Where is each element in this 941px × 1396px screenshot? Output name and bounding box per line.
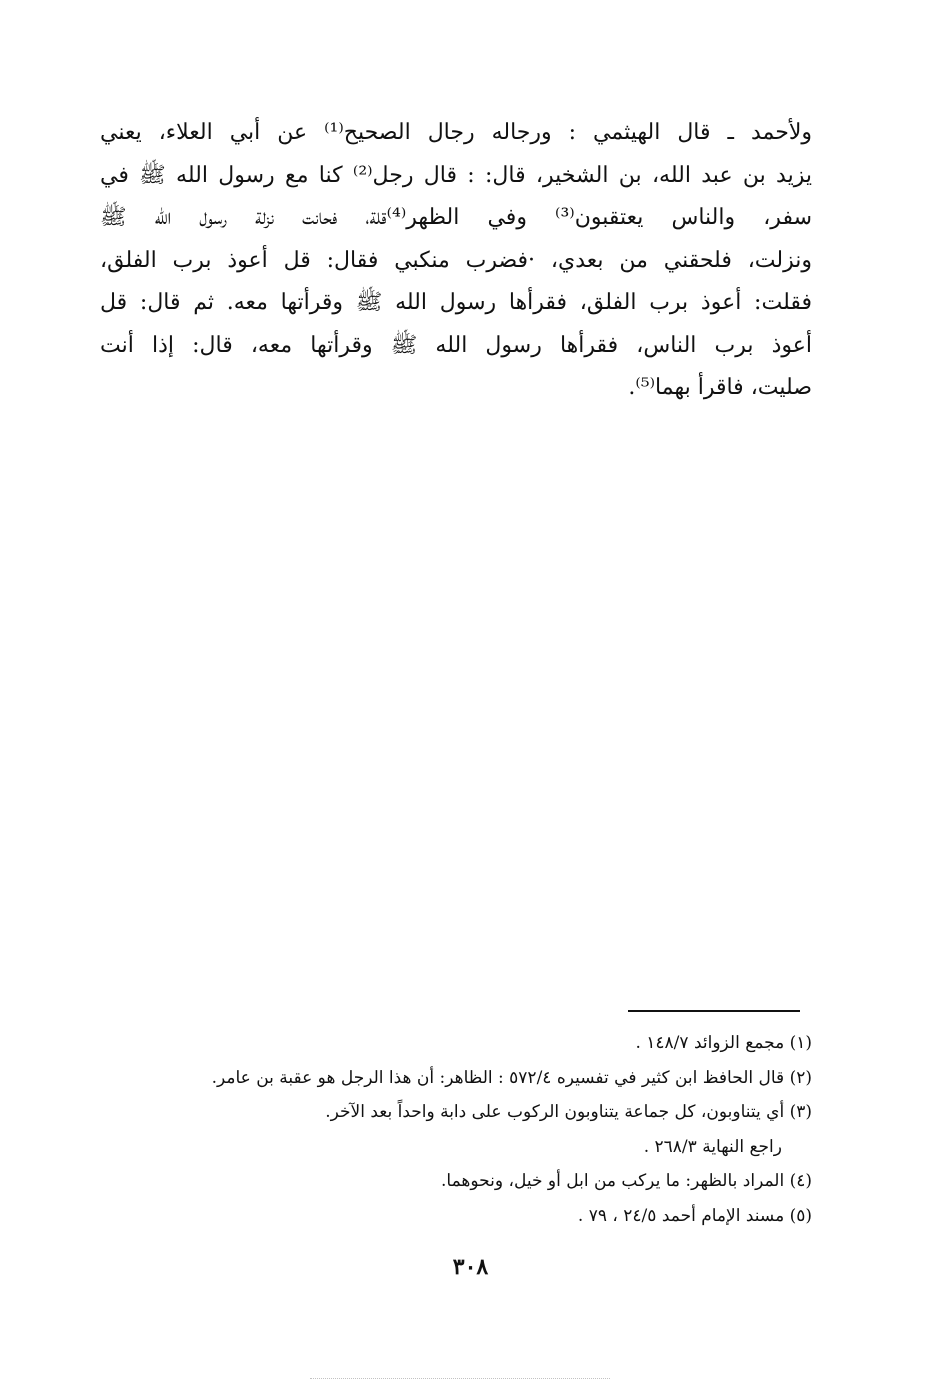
text-line: ولأحمد ـ قال الهيثمي : ورجاله رجال الصحيح⁽¹⁾ عن أبي العلاء، يعني xyxy=(100,120,812,145)
footnote-item: (٣) أي يتناوبون، كل جماعة يتناوبون الركوب على دابة واحداً بعد الآخر. xyxy=(325,1102,812,1122)
footnote-divider xyxy=(628,1010,800,1012)
footnote-item: (٢) قال الحافظ ابن كثير في تفسيره ٥٧٢/٤ : الظاهر: أن هذا الرجل هو عقبة بن عامر. xyxy=(211,1067,812,1088)
footnote-item: (٤) المراد بالظهر: ما يركب من ابل أو خيل، ونحوهما. xyxy=(441,1171,812,1191)
page-number: ٣٠٨ xyxy=(452,1254,489,1280)
footnotes-list xyxy=(100,1026,812,1233)
scan-artifact xyxy=(310,1378,610,1382)
text-line: سفر، والناس يعتقبون⁽³⁾ وفي الظهر⁽⁴⁾قلة، فحانت نزلة رسول الله ﷺ xyxy=(100,205,813,230)
footnote-item: راجع النهاية ٢٦٨/٣ . xyxy=(643,1136,782,1157)
text-line: أعوذ برب الناس، فقرأها رسول الله ﷺ وقرأتها معه، قال: إذا أنت xyxy=(100,332,812,358)
footnote-item: (٥) مسند الإمام أحمد ٢٤/٥ ، ٧٩ . xyxy=(577,1205,812,1226)
main-text-paragraph xyxy=(100,112,812,410)
text-line: فقلت: أعوذ برب الفلق، فقرأها رسول الله ﷺ وقرأتها معه. ثم قال: قل xyxy=(100,290,812,315)
text-line: ونزلت، فلحقني من بعدي، ·فضرب منكبي فقال: قل أعوذ برب الفلق، xyxy=(100,247,812,273)
text-line: صليت، فاقرأ بهما⁽⁵⁾. xyxy=(628,375,812,400)
text-line: يزيد بن عبد الله، بن الشخير، قال: : قال رجل⁽²⁾ كنا مع رسول الله ﷺ في xyxy=(100,162,812,188)
footnote-item: (١) مجمع الزوائد ١٤٨/٧ . xyxy=(635,1033,812,1053)
